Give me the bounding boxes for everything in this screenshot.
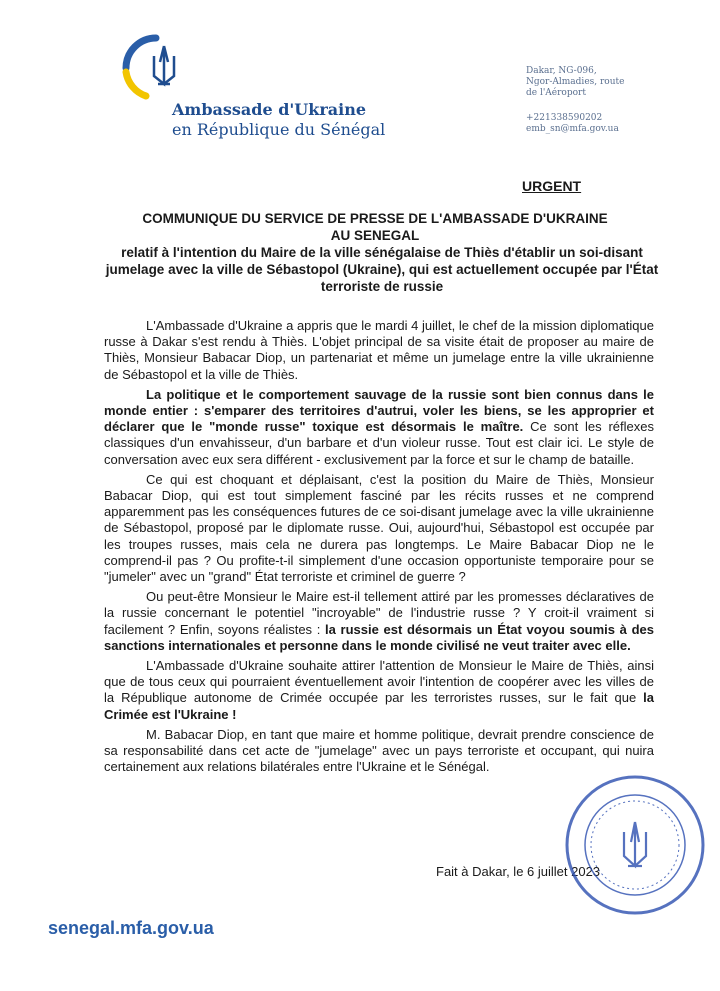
stamp-trident-icon <box>624 822 646 866</box>
document-subtitle: relatif à l'intention du Maire de la ville sénégalaise de Thiès d'établir un soi-disant jumelage avec la ville de Sébastopol (Ukraine), qui est actuellement occupée par l'État terroriste de russie <box>105 245 659 294</box>
embassy-stamp-icon <box>560 770 710 920</box>
paragraph-3: Ce qui est choquant et déplaisant, c'est la position du Maire de Thiès, Monsieur Babacar Diop, qui est tout simplement fasciné par les récits russes et ne comprend apparemment pas les conséquences futures de ce soi-disant jumelage avec la ville ukrainienne de Sébastopol, proposé par le diplomate russe. Oui, aujourd'hui, Sébastopol est occupée par les troupes russes, mais cela ne durera pas longtemps. Le Maire Babacar Diop ne le comprend-il pas ? Ou profite-t-il simplement d'une occasion opportuniste temporaire pour se "jumeler" avec un "grand" État terroriste et criminel de guerre ? <box>104 471 654 585</box>
website-link[interactable]: senegal.mfa.gov.ua <box>48 918 214 938</box>
paragraph-2-rest: Ce sont les réflexes classiques d'un envahisseur, d'un barbare et d'un violeur russe. Tout est clair ici. Le style de conversation avec eux sera différent - exclusivement par la force et sur le champ de bataille. <box>104 419 654 467</box>
title-line2: AU SENEGAL <box>330 228 420 243</box>
signoff-date: Fait à Dakar, le 6 juillet 2023 <box>436 864 601 879</box>
title-line1: COMMUNIQUE DU SERVICE DE PRESSE DE L'AMBASSADE D'UKRAINE <box>142 211 608 226</box>
paragraph-4-start: Ou peut-être Monsieur le Maire est-il tellement attiré par les promesses déclaratives de la russie concernant le potentiel "incroyable" de l'industrie russe ? Y croit-il vraiment si facilement ? Enfin, soyons réalistes : <box>104 589 654 637</box>
phone-number: +221338590202 <box>526 113 603 123</box>
paragraph-2 <box>104 387 654 468</box>
embassy-name <box>172 100 385 140</box>
paragraph-5-bold: la Crimée est l'Ukraine ! <box>104 690 654 722</box>
paragraph-4-bold: la russie est désormais un État voyou soumis à des sanctions internationales et personne dans le monde civilisé ne veut traiter avec elle. <box>104 621 654 653</box>
embassy-logo-icon <box>116 32 196 100</box>
address-line3: de l'Aéroport <box>526 88 586 98</box>
document-body <box>104 318 654 779</box>
email-address: emb_sn@mfa.gov.ua <box>526 124 619 134</box>
paragraph-5 <box>104 658 654 723</box>
address-line1: Dakar, NG-096, <box>526 66 597 76</box>
paragraph-4 <box>104 589 654 654</box>
paragraph-2-bold: La politique et le comportement sauvage de la russie sont bien connus dans le monde entier : s'emparer des territoires d'autrui, voler les biens, se les approprier et déclarer que le "monde russe" toxique est désormais le maître. <box>104 386 654 435</box>
urgent-label: URGENT <box>522 178 582 194</box>
paragraph-5-start: L'Ambassade d'Ukraine souhaite attirer l'attention de Monsieur le Maire de Thiès, ainsi que de tous ceux qui pourraient éventuellement avoir l'intention de coopérer avec les villes de la République autonome de Crimée occupée par les terroristes russes, sur le fait que <box>104 658 654 706</box>
paragraph-6: M. Babacar Diop, en tant que maire et homme politique, devrait prendre conscience de sa responsabilité dans cet acte de "jumelage" avec un pays terroriste et occupant, qui nuira certainement aux relations bilatérales entre l'Ukraine et le Sénégal. <box>104 726 654 775</box>
contact-block <box>526 66 624 135</box>
paragraph-1: L'Ambassade d'Ukraine a appris que le mardi 4 juillet, le chef de la mission diplomatique russe à Dakar s'est rendu à Thiès. L'objet principal de sa visite était de proposer au maire de Thiès, Monsieur Babacar Diop, un partenariat et même un jumelage entre la ville ukrainienne de Sébastopol et la ville de Thiès. <box>104 318 654 382</box>
document-title <box>70 210 680 244</box>
trident-icon <box>154 46 174 84</box>
org-name-line2: en République du Sénégal <box>172 120 386 139</box>
address-line2: Ngor-Almadies, route <box>526 77 625 87</box>
org-name-line1: Ambassade d'Ukraine <box>172 100 367 119</box>
